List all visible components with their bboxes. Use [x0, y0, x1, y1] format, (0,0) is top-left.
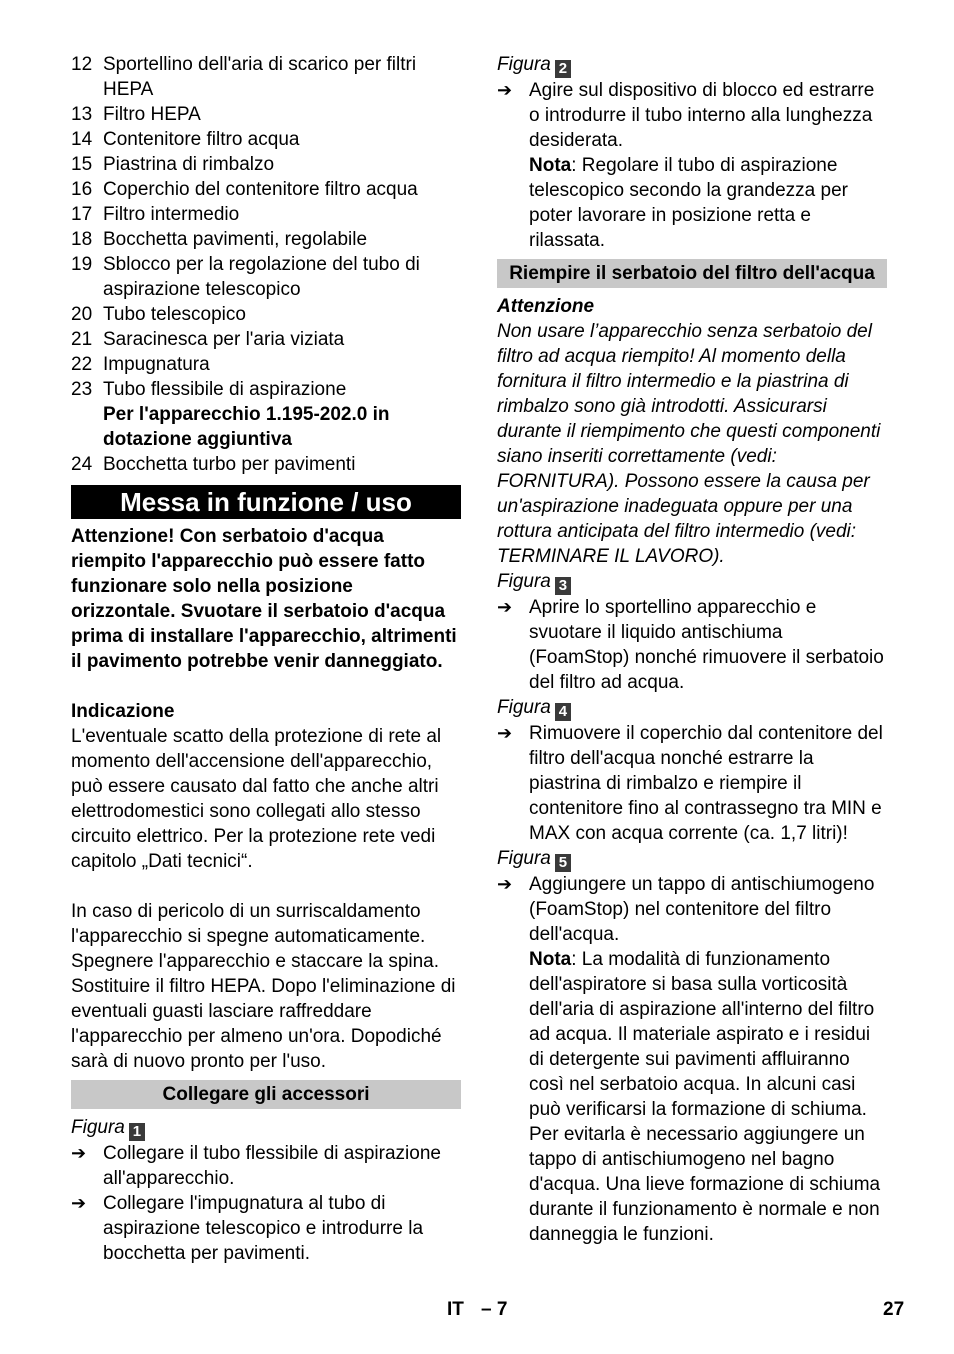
figure-number-badge: 3 — [555, 577, 571, 595]
figure-label: Figura 5 — [497, 846, 887, 872]
list-item: 21 Saracinesca per l'aria viziata — [71, 329, 345, 350]
list-item: 24 Bocchetta turbo per pavimenti — [71, 454, 356, 475]
list-item: 20 Tubo telescopico — [71, 304, 246, 325]
attention-text: Non usare l’apparecchio senza serbatoio del filtro ad acqua riempito! Al momento della fornitura il filtro intermedio e la piastrina di rimbalzo sono già introdotti. Assicurarsi durante il riempimento che questi componenti siano inseriti correttamente (vedi: FORNITURA). Possono essere la causa per un'aspirazione inadeguata oppure per una rottura anticipata del filtro intermedio (vedi: TERMINARE IL LAVORO). — [497, 321, 881, 567]
attention-label: Attenzione — [497, 296, 595, 317]
arrow-icon: ➔ — [71, 1143, 87, 1163]
instruction-step: ➔ Aggiungere un tappo di antischiumogeno (FoamStop) nel contenitore del filtro dell'acqua. Nota: La modalità di funzionamento dell'aspiratore si basa sulla vorticosità dell'aria di aspirazione all'interno del filtro ad acqua. Il materiale aspirato e i residui di detergente sui pavimenti affluiranno così nel serbatoio acqua. In alcuni casi può verificarsi la formazione di schiuma. Per evitarla è necessario aggiungere un tappo di antischiumogeno nel bagno d'acqua. Una lieve formazione di schiuma durante il funzionamento è normale e non danneggia le funzioni. — [497, 874, 881, 1245]
note-label: Nota — [529, 949, 572, 970]
figure-label: Figura 1 — [71, 1115, 461, 1141]
arrow-icon: ➔ — [497, 80, 513, 100]
footer-language: IT — [447, 1299, 464, 1320]
serbatoio-heading: Riempire il serbatoio del filtro dell'acqua — [497, 259, 887, 288]
list-item: 18 Bocchetta pavimenti, regolabile — [71, 229, 368, 250]
warning-text: Attenzione! Con serbatoio d'acqua riempito l'apparecchio può essere fatto funzionare solo nella posizione orizzontale. Svuotare il serbatoio d'acqua prima di installare l'apparecchio, altrimenti il pavimento potrebbe venir danneggiato. — [71, 526, 457, 672]
arrow-icon: ➔ — [497, 723, 513, 743]
page-number: 27 — [883, 1299, 905, 1320]
list-item: 12 Sportellino dell'aria di scarico per filtri HEPA — [71, 54, 417, 100]
arrow-icon: ➔ — [497, 874, 513, 894]
instruction-step: ➔ Collegare il tubo flessibile di aspirazione all'apparecchio. — [71, 1143, 441, 1189]
figure-label: Figura 3 — [497, 569, 887, 595]
section-title: Messa in funzione / uso — [71, 485, 461, 519]
list-item: 15 Piastrina di rimbalzo — [71, 154, 275, 175]
instruction-step: ➔ Rimuovere il coperchio dal contenitore del filtro dell'acqua nonché estrarre la piastrina di rimbalzo e riempire il contenitore fino al contrassegno tra MIN e MAX con acqua corrente (ca. 1,7 litri)! — [497, 723, 883, 844]
list-item: 19 Sblocco per la regolazione del tubo di aspirazione telescopico — [71, 254, 420, 300]
parts-note: Per l'apparecchio 1.195-202.0 in dotazione aggiuntiva — [103, 404, 390, 450]
parts-list — [71, 52, 461, 477]
instruction-step: ➔ Aprire lo sportellino apparecchio e svuotare il liquido antischiuma (FoamStop) nonché rimuovere il serbatoio del filtro ad acqua. — [497, 597, 884, 693]
figure-number-badge: 1 — [129, 1123, 145, 1141]
figure-number-badge: 4 — [555, 703, 571, 721]
right-column — [497, 52, 887, 1247]
list-item: 16 Coperchio del contenitore filtro acqua — [71, 179, 418, 200]
indicazione-heading: Indicazione — [71, 701, 175, 722]
figure-label: Figura 4 — [497, 695, 887, 721]
list-item: 17 Filtro intermedio — [71, 204, 240, 225]
note-label: Nota — [529, 155, 572, 176]
figure-number-badge: 2 — [555, 60, 571, 78]
instruction-step: ➔ Agire sul dispositivo di blocco ed estrarre o introdurre il tubo interno alla lunghezza desiderata. Nota: Regolare il tubo di aspirazione telescopico secondo la grandezza per poter lavorare in posizione retta e rilassata. — [497, 80, 875, 251]
footer-section-page: – 7 — [481, 1299, 508, 1320]
overheat-text: In caso di pericolo di un surriscaldamento l'apparecchio si spegne automaticamente. Spegnere l'apparecchio e staccare la spina. Sostituire il filtro HEPA. Dopo l'eliminazione di eventuali guasti lasciare raffreddare l'apparecchio per almeno un'ora. Dopodiché sarà di nuovo pronto per l'uso. — [71, 901, 456, 1072]
accessori-heading: Collegare gli accessori — [71, 1080, 461, 1109]
arrow-icon: ➔ — [71, 1193, 87, 1213]
instruction-step: ➔ Collegare l'impugnatura al tubo di aspirazione telescopico e introdurre la bocchetta per pavimenti. — [71, 1193, 424, 1264]
list-item: 22 Impugnatura — [71, 354, 210, 375]
list-item: 23 Tubo flessibile di aspirazione — [71, 379, 347, 400]
left-column — [71, 52, 461, 1266]
arrow-icon: ➔ — [497, 597, 513, 617]
figure-label: Figura 2 — [497, 52, 887, 78]
figure-number-badge: 5 — [555, 854, 571, 872]
list-item: 13 Filtro HEPA — [71, 104, 201, 125]
indicazione-text: L'eventuale scatto della protezione di rete al momento dell'accensione dell'apparecchio, può essere causato dal fatto che anche altri elettrodomestici sono collegati allo stesso circuito elettrico. Per la protezione rete vedi capitolo „Dati tecnici“. — [71, 726, 442, 872]
list-item: 14 Contenitore filtro acqua — [71, 129, 300, 150]
